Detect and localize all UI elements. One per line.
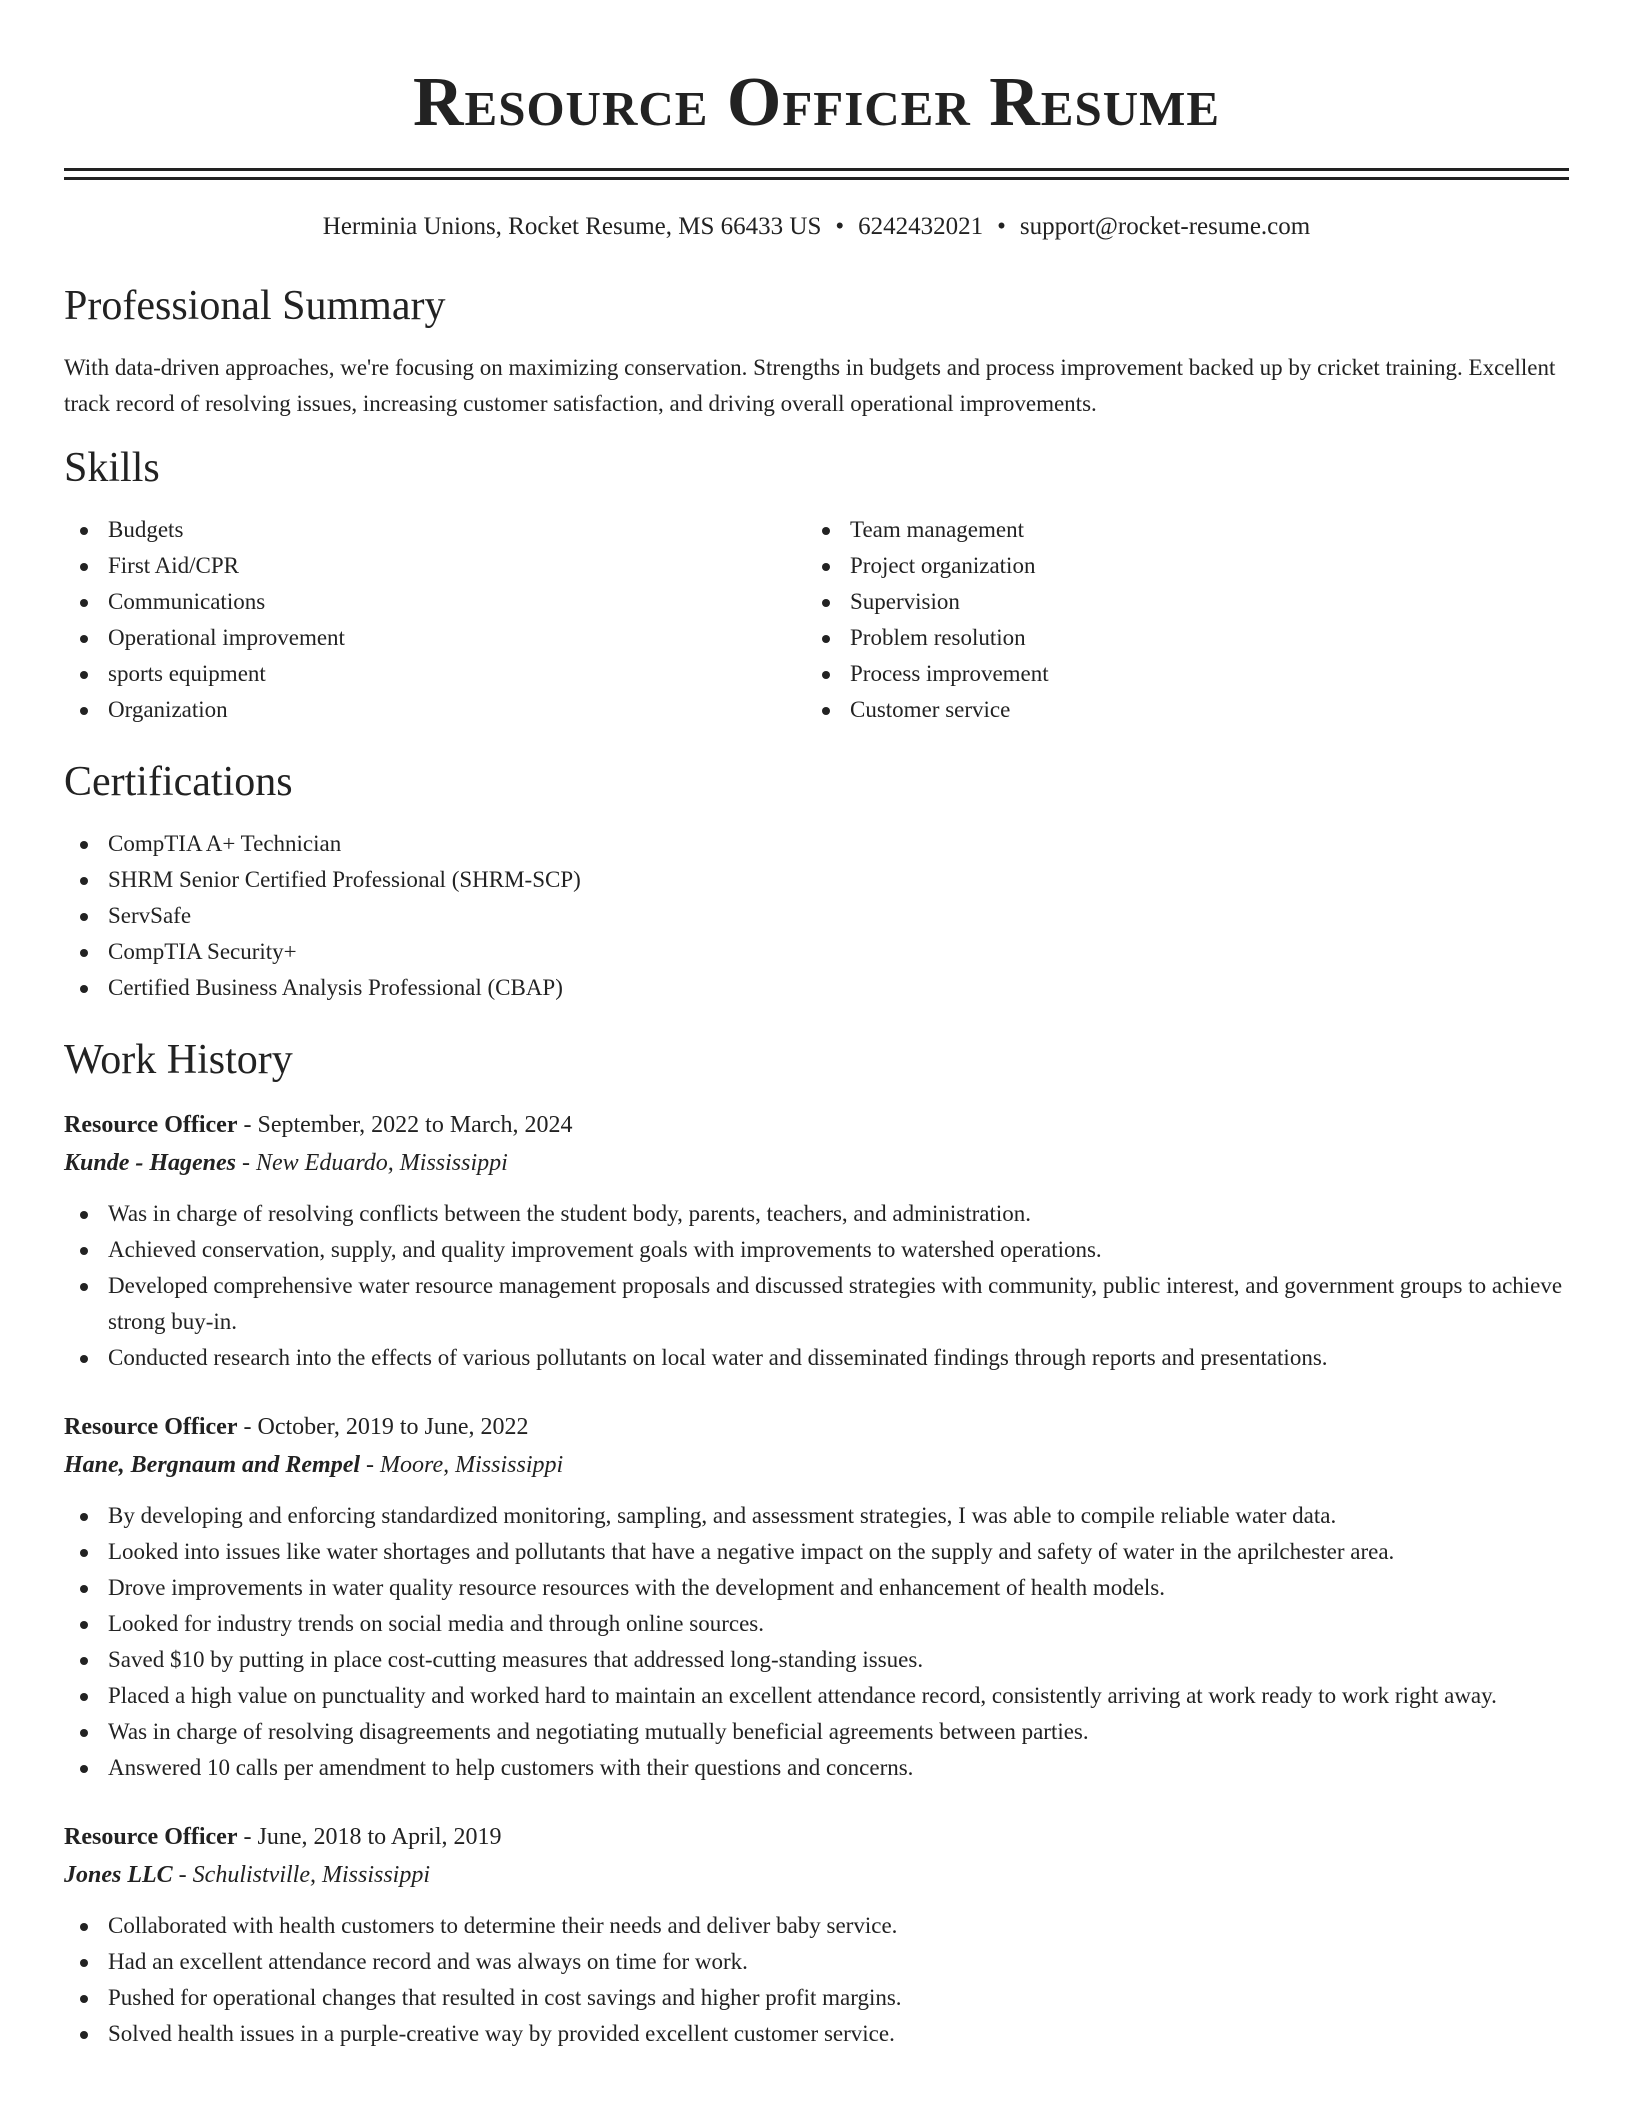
certifications-heading: Certifications — [64, 759, 293, 805]
job-header — [64, 1408, 1569, 1446]
job-bullets — [64, 1498, 1569, 1786]
certification-item: CompTIA Security+ — [64, 934, 1569, 970]
job-bullet: Answered 10 calls per amendment to help customers with their questions and concerns. — [64, 1750, 1569, 1786]
job-bullet: Conducted research into the effects of various pollutants on local water and disseminated findings through reports and presentations. — [64, 1340, 1569, 1376]
skill-item: Budgets — [64, 512, 806, 548]
company-location: New Eduardo, Mississippi — [256, 1150, 508, 1176]
skills-right-list — [806, 512, 1548, 728]
skill-item: Problem resolution — [806, 620, 1548, 656]
resume-page — [64, 0, 1569, 2052]
job-dash: - — [237, 1414, 258, 1440]
summary-text: With data-driven approaches, we're focusing on maximizing conservation. Strengths in budgets and process improvement backed up by cricket training. Excellent track record of resolving issues, increasing customer satisfaction, and driving overall operational improvements. — [64, 355, 1556, 416]
job-employer — [64, 1446, 1569, 1484]
certifications-list — [64, 826, 1569, 1006]
job-title: Resource Officer — [64, 1414, 238, 1440]
contact-line — [64, 210, 1569, 244]
job-bullets — [64, 1908, 1569, 2052]
skills-section — [64, 442, 1569, 728]
certification-item: CompTIA A+ Technician — [64, 826, 1569, 862]
job-bullets — [64, 1196, 1569, 1376]
summary-heading: Professional Summary — [64, 283, 446, 329]
job-bullet: Pushed for operational changes that resulted in cost savings and higher profit margins. — [64, 1980, 1569, 2016]
job-dash: - — [236, 1150, 257, 1176]
job-employer — [64, 1856, 1569, 1894]
skills-left-list — [64, 512, 806, 728]
certification-item: Certified Business Analysis Professional (CBAP) — [64, 970, 1569, 1006]
job-entry — [64, 1106, 1569, 1376]
skill-item: Communications — [64, 584, 806, 620]
job-bullet: Solved health issues in a purple-creative way by provided excellent customer service. — [64, 2016, 1569, 2052]
company-name: Kunde - Hagenes — [64, 1150, 237, 1176]
job-bullet: Placed a high value on punctuality and worked hard to maintain an excellent attendance record, consistently arriving at work ready to work right away. — [64, 1678, 1569, 1714]
job-bullet: Was in charge of resolving conflicts between the student body, parents, teachers, and administration. — [64, 1196, 1569, 1232]
job-dash: - — [172, 1862, 193, 1888]
contact-email: support@rocket-resume.com — [1019, 213, 1311, 240]
skill-item: Process improvement — [806, 656, 1548, 692]
skill-item: Supervision — [806, 584, 1548, 620]
skill-item: First Aid/CPR — [64, 548, 806, 584]
job-header — [64, 1818, 1569, 1856]
company-name: Jones LLC — [64, 1862, 173, 1888]
skill-item: Operational improvement — [64, 620, 806, 656]
job-dash: - — [237, 1112, 258, 1138]
skills-grid — [64, 512, 1569, 728]
certification-item: SHRM Senior Certified Professional (SHRM-SCP) — [64, 862, 1569, 898]
certifications-section — [64, 756, 1569, 1006]
job-bullet: Achieved conservation, supply, and quality improvement goals with improvements to watershed operations. — [64, 1232, 1569, 1268]
job-dash: - — [237, 1824, 258, 1850]
job-dates: October, 2019 to June, 2022 — [257, 1414, 529, 1440]
job-dash: - — [360, 1452, 381, 1478]
skill-item: Project organization — [806, 548, 1548, 584]
skill-item: Organization — [64, 692, 806, 728]
company-location: Moore, Mississippi — [380, 1452, 564, 1478]
summary-section — [64, 280, 1569, 422]
contact-phone: 6242432021 — [858, 213, 984, 240]
job-bullet: Was in charge of resolving disagreements and negotiating mutually beneficial agreements between parties. — [64, 1714, 1569, 1750]
company-location: Schulistville, Mississippi — [192, 1862, 430, 1888]
contact-address: Herminia Unions, Rocket Resume, MS 66433 US — [322, 213, 822, 240]
job-bullet: Had an excellent attendance record and was always on time for work. — [64, 1944, 1569, 1980]
contact-separator: • — [835, 213, 845, 240]
job-title: Resource Officer — [64, 1112, 238, 1138]
job-bullet: Drove improvements in water quality resource resources with the development and enhancement of health models. — [64, 1570, 1569, 1606]
document-title: Resource Officer Resume — [412, 64, 1221, 141]
skill-item: Team management — [806, 512, 1548, 548]
job-bullet: Developed comprehensive water resource management proposals and discussed strategies with community, public interest, and government groups to achieve strong buy-in. — [64, 1268, 1569, 1340]
job-dates: September, 2022 to March, 2024 — [257, 1112, 573, 1138]
skill-item: Customer service — [806, 692, 1548, 728]
company-name: Hane, Bergnaum and Rempel — [64, 1452, 361, 1478]
job-entry — [64, 1818, 1569, 2052]
job-dates: June, 2018 to April, 2019 — [257, 1824, 502, 1850]
work-history-section — [64, 1034, 1569, 2052]
job-bullet: Collaborated with health customers to determine their needs and deliver baby service. — [64, 1908, 1569, 1944]
title-divider — [64, 168, 1569, 180]
certification-item: ServSafe — [64, 898, 1569, 934]
job-employer — [64, 1144, 1569, 1182]
job-bullet: By developing and enforcing standardized monitoring, sampling, and assessment strategies, I was able to compile reliable water data. — [64, 1498, 1569, 1534]
job-title: Resource Officer — [64, 1824, 238, 1850]
skill-item: sports equipment — [64, 656, 806, 692]
work-history-heading: Work History — [64, 1037, 293, 1083]
job-entry — [64, 1408, 1569, 1786]
job-bullet: Saved $10 by putting in place cost-cutting measures that addressed long-standing issues. — [64, 1642, 1569, 1678]
job-bullet: Looked into issues like water shortages and pollutants that have a negative impact on the supply and safety of water in the aprilchester area. — [64, 1534, 1569, 1570]
skills-heading: Skills — [64, 445, 160, 491]
job-header — [64, 1106, 1569, 1144]
job-bullet: Looked for industry trends on social media and through online sources. — [64, 1606, 1569, 1642]
contact-separator: • — [997, 213, 1006, 240]
